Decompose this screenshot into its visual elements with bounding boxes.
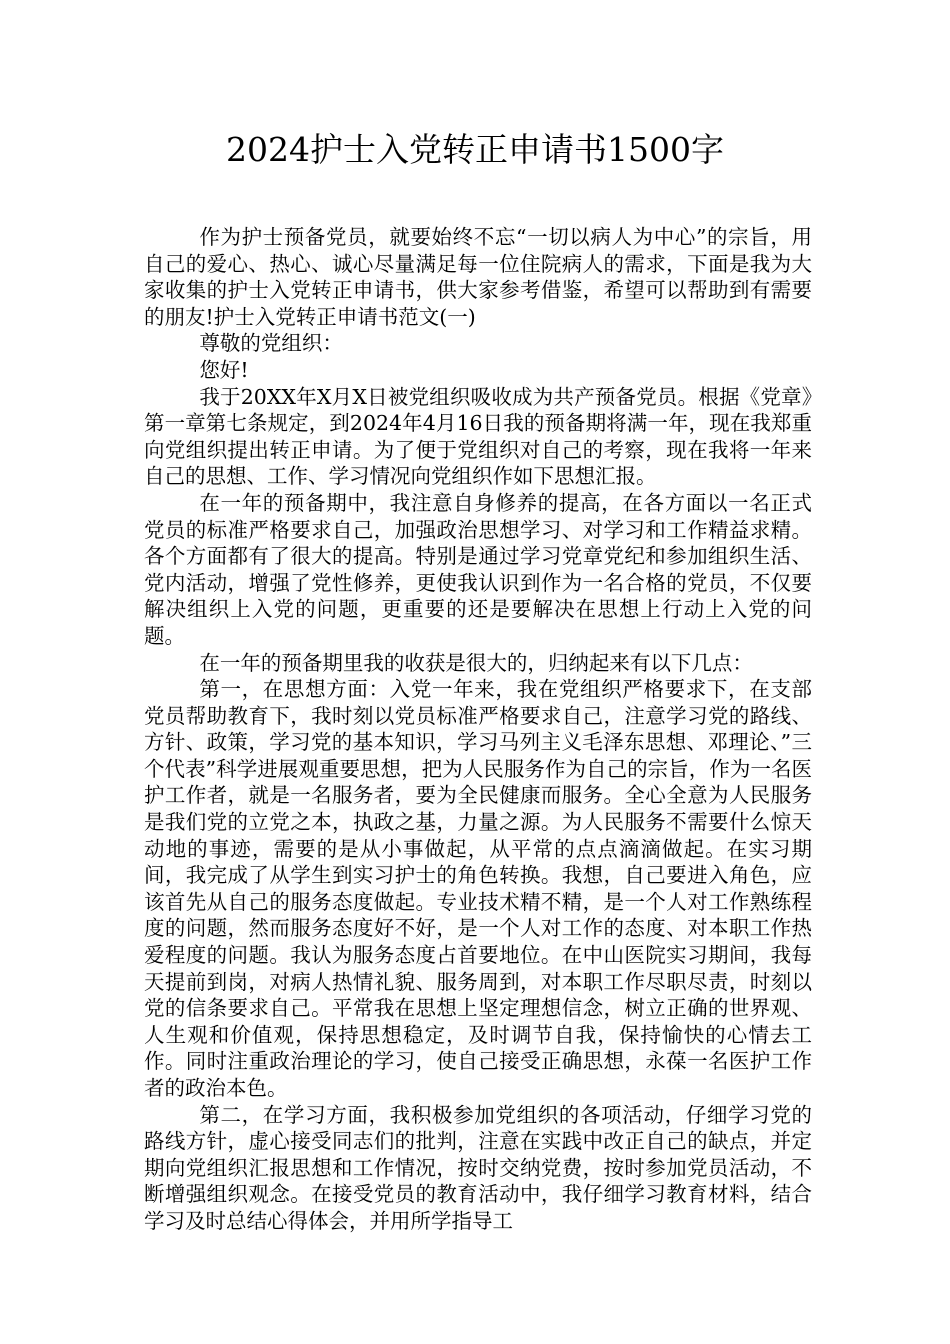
paragraph-application: 我于20XX年X月X日被党组织吸收成为共产预备党员。根据《党章》第一章第七条规定，到2024年4月16日我的预备期将满一年，现在我郑重向党组织提出转正申请。为了便于党组织对自己的考察，现在我将一年来自己的思想、工作、学习情况向党组织作如下思想汇报。 — [144, 384, 812, 489]
paragraph-summary: 在一年的预备期里我的收获是很大的，归纳起来有以下几点： — [199, 650, 753, 675]
document-title: 2024护士入党转正申请书1500字 — [226, 130, 724, 169]
paragraph-probation: 在一年的预备期中，我注意自身修养的提高，在各方面以一名正式党员的标准严格要求自己，加强政治思想学习、对学习和工作精益求精。各个方面都有了很大的提高。特别是通过学习党章党纪和参加组织生活、党内活动，增强了党性修养，更使我认识到作为一名合格的党员，不仅要解决组织上入党的问题，更重要的还是要解决在思想上行动上入党的问题。 — [144, 490, 812, 648]
paragraph-intro: 作为护士预备党员，就要始终不忘“一切以病人为中心”的宗旨，用自己的爱心、热心、诚心尽量满足每一位住院病人的需求，下面是我为大家收集的护士入党转正申请书，供大家参考借鉴，希望可以帮助到有需要的朋友!护士入党转正申请书范文(一) — [144, 225, 812, 329]
paragraph-ideology: 第一，在思想方面：入党一年来，我在党组织严格要求下，在支部党员帮助教育下，我时刻以党员标准严格要求自己，注意学习党的路线、方针、政策，学习党的基本知识，学习马列主义毛泽东思想、邓理论、”三个代表”科学进展观重要思想，把为人民服务作为自己的宗旨，作为一名医护工作者，就是一名服务者，要为全民健康而服务。全心全意为人民服务是我们党的立党之本，执政之基，力量之源。为人民服务不需要什么惊天动地的事迹，需要的是从小事做起，从平常的点点滴滴做起。在实习期间，我完成了从学生到实习护士的角色转换。我想，自己要进入角色，应该首先从自己的服务态度做起。专业技术精不精，是一个人对工作熟练程度的问题，然而服务态度好不好，是一个人对工作的态度、对本职工作热爱程度的问题。我认为服务态度占首要地位。在中山医院实习期间，我每天提前到岗，对病人热情礼貌、服务周到，对本职工作尽职尽责，时刻以党的信条要求自己。平常我在思想上坚定理想信念，树立正确的世界观、人生观和价值观，保持思想稳定，及时调节自我，保持愉快的心情去工作。同时注重政治理论的学习，使自己接受正确思想，永葆一名医护工作者的政治本色。 — [144, 677, 812, 1100]
paragraph-greeting: 您好! — [199, 357, 249, 382]
document-body — [144, 224, 812, 1235]
paragraph-salutation: 尊敬的党组织： — [199, 331, 343, 356]
paragraph-study: 第二，在学习方面，我积极参加党组织的各项活动，仔细学习党的路线方针，虚心接受同志们的批判，注意在实践中改正自己的缺点，并定期向党组织汇报思想和工作情况，按时交纳党费，按时参加党员活动，不断增强组织观念。在接受党员的教育活动中，我仔细学习教育材料，结合学习及时总结心得体会，并用所学指导工 — [144, 1102, 812, 1233]
